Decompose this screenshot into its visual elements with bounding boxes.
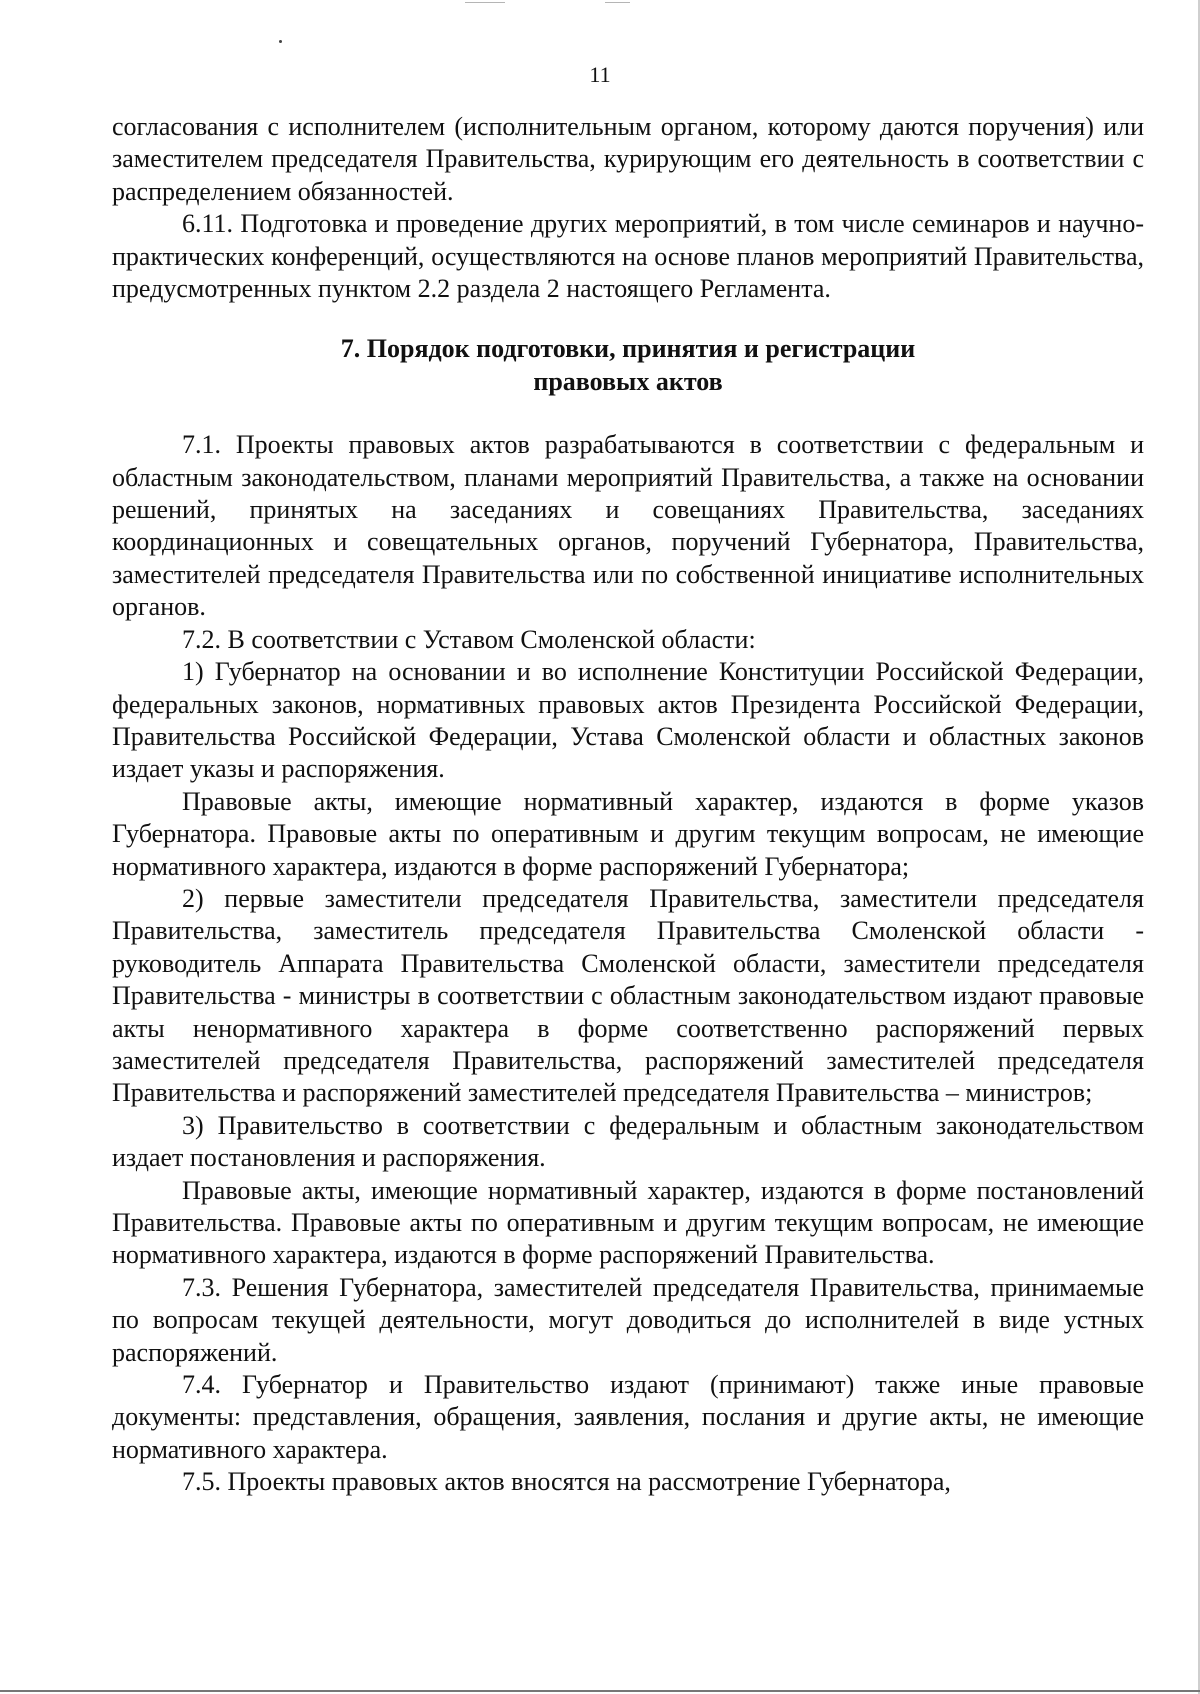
paragraph: 7.3. Решения Губернатора, заместителей председателя Правительства, принимаемые по вопросам текущей деятельности, могут доводиться до исполнителей в виде устных распоряжений.	[112, 1272, 1144, 1367]
paragraph: 7.2. В соответствии с Уставом Смоленской области:	[182, 624, 756, 654]
paragraph: 7.4. Губернатор и Правительство издают (принимают) также иные правовые документы: представления, обращения, заявления, послания и другие акты, не имеющие нормативного характера.	[112, 1370, 1144, 1464]
section-heading	[112, 333, 1144, 398]
section-heading-line: 7. Порядок подготовки, принятия и регистрации	[340, 334, 916, 364]
scan-artifact	[279, 40, 282, 43]
paragraph: согласования с исполнителем (исполнительным органом, которому даются поручения) или заместителем председателя Правительства, курирующим его деятельность в соответствии с распределением обязанностей.	[112, 112, 1144, 206]
paragraph: 3) Правительство в соответствии с федеральным и областным законодательством издает постановления и распоряжения.	[112, 1110, 1144, 1173]
paragraph: 7.5. Проекты правовых актов вносятся на рассмотрение Губернатора,	[182, 1467, 951, 1497]
paragraph: 7.1. Проекты правовых актов разрабатываются в соответствии с федеральным и областным законодательством, планами мероприятий Правительства, а также на основании решений, принятых на заседаниях и совещаниях Правительства, заседаниях координационных и совещательных органов, поручений Губернатора, Правительства, заместителей председателя Правительства или по собственной инициативе исполнительных органов.	[112, 430, 1144, 622]
paragraph: Правовые акты, имеющие нормативный характер, издаются в форме постановлений Правительства. Правовые акты по оперативным и другим текущим вопросам, не имеющие нормативного характера, издаются в форме распоряжений Правительства.	[112, 1175, 1144, 1270]
page-number: 11	[589, 62, 611, 87]
scan-edge-bottom	[0, 1690, 1200, 1692]
paragraph: 6.11. Подготовка и проведение других мероприятий, в том числе семинаров и научно-практических конференций, осуществляются на основе планов мероприятий Правительства, предусмотренных пунктом 2.2 раздела 2 настоящего Регламента.	[112, 209, 1144, 304]
section-heading-line: правовых актов	[533, 366, 723, 396]
paragraph: 2) первые заместители председателя Правительства, заместители председателя Правительства, заместитель председателя Правительства Смоленской области - руководитель Аппарата Правительства Смоленской области, заместители председателя Правительства - министры в соответствии с областным законодательством издают правовые акты ненормативного характера в форме соответственно распоряжений первых заместителей председателя Правительства, распоряжений заместителей председателя Правительства и распоряжений заместителей председателя Правительства – министров;	[112, 883, 1144, 1108]
scan-marks	[455, 0, 655, 4]
paragraph: Правовые акты, имеющие нормативный характер, издаются в форме указов Губернатора. Правовые акты по оперативным и другим текущим вопросам, не имеющие нормативного характера, издаются в форме распоряжений Губернатора;	[112, 786, 1144, 881]
paragraph: 1) Губернатор на основании и во исполнение Конституции Российской Федерации, федеральных законов, нормативных правовых актов Президента Российской Федерации, Правительства Российской Федерации, Устава Смоленской области и областных законов издает указы и распоряжения.	[112, 657, 1144, 784]
document-body	[112, 111, 1144, 1499]
